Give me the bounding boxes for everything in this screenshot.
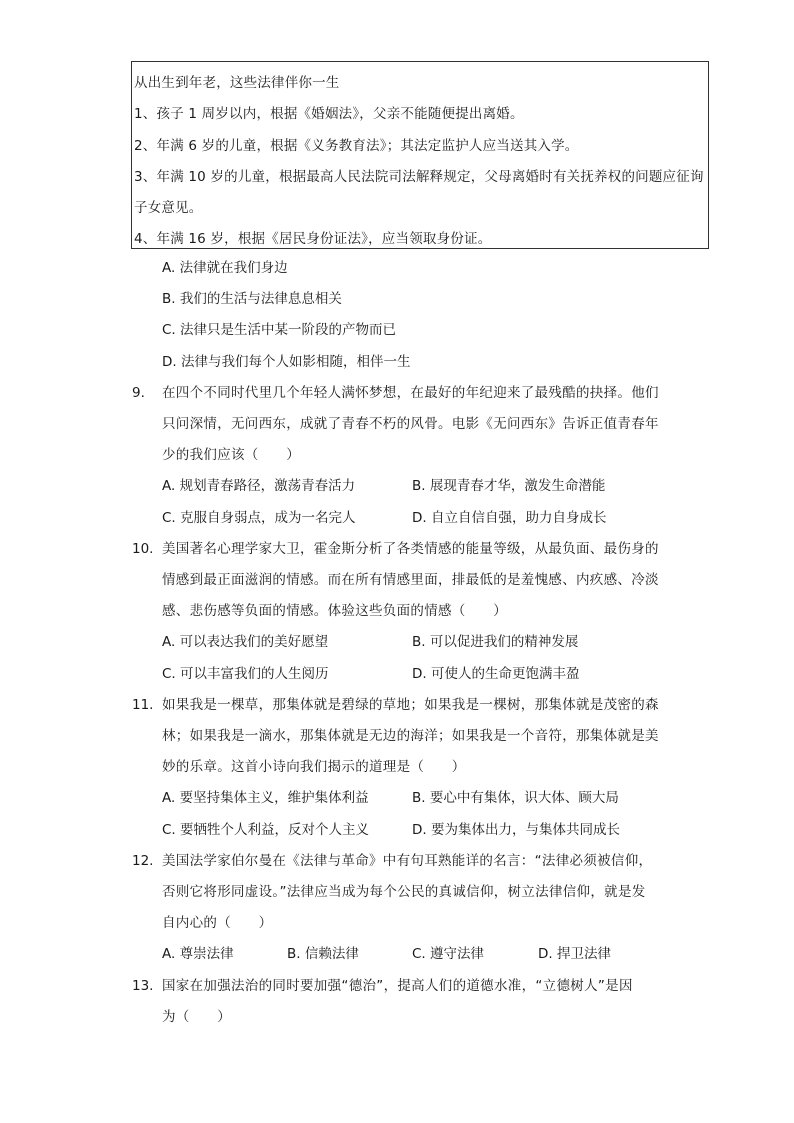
q8-option-d: D. 法律与我们每个人如影相随，相伴一生 xyxy=(162,354,411,370)
q12-stem-line-1: 美国法学家伯尔曼在《法律与革命》中有句耳熟能详的名言：“法律必须被信仰， xyxy=(162,853,653,869)
box-title: 从出生到年老，这些法律伴你一生 xyxy=(134,75,340,91)
q11-stem-line-1: 如果我是一棵草，那集体就是碧绿的草地；如果我是一棵树，那集体就是茂密的森 xyxy=(162,697,659,713)
q9-option-d: D. 自立自信自强，助力自身成长 xyxy=(412,510,607,526)
q8-option-a: A. 法律就在我们身边 xyxy=(162,260,288,276)
info-box xyxy=(131,61,709,249)
q11-stem-line-2: 林；如果我是一滴水，那集体就是无边的海洋；如果我是一个音符，那集体就是美 xyxy=(162,728,659,744)
q9-number: 9. xyxy=(132,385,145,401)
q13-stem-line-2: 为（ ） xyxy=(162,1009,231,1025)
q8-option-c: C. 法律只是生活中某一阶段的产物而已 xyxy=(162,322,397,338)
box-line-4: 子女意见。 xyxy=(134,200,203,217)
q9-stem-line-2: 只问深情，无问西东，成就了青春不朽的风骨。电影《无问西东》告诉正值青春年 xyxy=(162,416,659,432)
q12-stem-line-2: 否则它将形同虚设。”法律应当成为每个公民的真诚信仰，树立法律信仰，就是发 xyxy=(162,884,646,900)
q12-number: 12. xyxy=(132,853,154,869)
q8-option-b: B. 我们的生活与法律息息相关 xyxy=(162,291,342,307)
box-line-1: 1、孩子 1 周岁以内，根据《婚姻法》，父亲不能随便提出离婚。 xyxy=(134,106,524,123)
q12-option-b: B. 信赖法律 xyxy=(287,946,359,962)
q10-stem-line-1: 美国著名心理学家大卫，霍金斯分析了各类情感的能量等级，从最负面、最伤身的 xyxy=(162,541,659,557)
q10-option-d: D. 可使人的生命更饱满丰盈 xyxy=(412,666,580,682)
q9-option-b: B. 展现青春才华，激发生命潜能 xyxy=(412,478,606,494)
q12-option-c: C. 遵守法律 xyxy=(412,946,485,962)
q11-stem-line-3: 妙的乐章。这首小诗向我们揭示的道理是（ ） xyxy=(162,759,466,775)
q11-option-b: B. 要心中有集体，识大体、顾大局 xyxy=(412,790,619,806)
q10-option-c: C. 可以丰富我们的人生阅历 xyxy=(162,666,329,682)
box-line-2: 2、年满 6 岁的儿童，根据《义务教育法》；其法定监护人应当送其入学。 xyxy=(134,137,579,154)
q11-option-c: C. 要牺牲个人利益，反对个人主义 xyxy=(162,822,370,838)
box-line-5: 4、年满 16 岁，根据《居民身份证法》，应当领取身份证。 xyxy=(134,231,492,248)
q11-number: 11. xyxy=(132,697,154,713)
q10-stem-line-2: 情感到最正面滋润的情感。而在所有情感里面，排最低的是羞愧感、内疚感、冷淡 xyxy=(162,572,659,588)
box-line-3: 3、年满 10 岁的儿童，根据最高人民法院司法解释规定，父母离婚时有关抚养权的问题应征询 xyxy=(134,168,704,185)
q11-option-d: D. 要为集体出力，与集体共同成长 xyxy=(412,822,620,838)
q12-stem-line-3: 自内心的（ ） xyxy=(162,915,273,931)
q10-stem-line-3: 感、悲伤感等负面的情感。体验这些负面的情感（ ） xyxy=(162,603,507,619)
q9-option-c: C. 克服自身弱点，成为一名完人 xyxy=(162,510,356,526)
q9-stem-line-3: 少的我们应该（ ） xyxy=(162,447,300,463)
q12-option-a: A. 尊崇法律 xyxy=(162,946,234,962)
q13-number: 13. xyxy=(132,978,154,994)
q13-stem-line-1: 国家在加强法治的同时要加强“德治”，提高人们的道德水准，“立德树人”是因 xyxy=(162,978,633,994)
q10-option-a: A. 可以表达我们的美好愿望 xyxy=(162,634,329,650)
q10-number: 10. xyxy=(132,541,154,557)
q12-option-d: D. 捍卫法律 xyxy=(538,946,611,962)
q10-option-b: B. 可以促进我们的精神发展 xyxy=(412,634,579,650)
q11-option-a: A. 要坚持集体主义，维护集体利益 xyxy=(162,790,369,806)
q9-option-a: A. 规划青春路径，激荡青春活力 xyxy=(162,478,356,494)
q9-stem-line-1: 在四个不同时代里几个年轻人满怀梦想，在最好的年纪迎来了最残酷的抉择。他们 xyxy=(162,385,659,401)
